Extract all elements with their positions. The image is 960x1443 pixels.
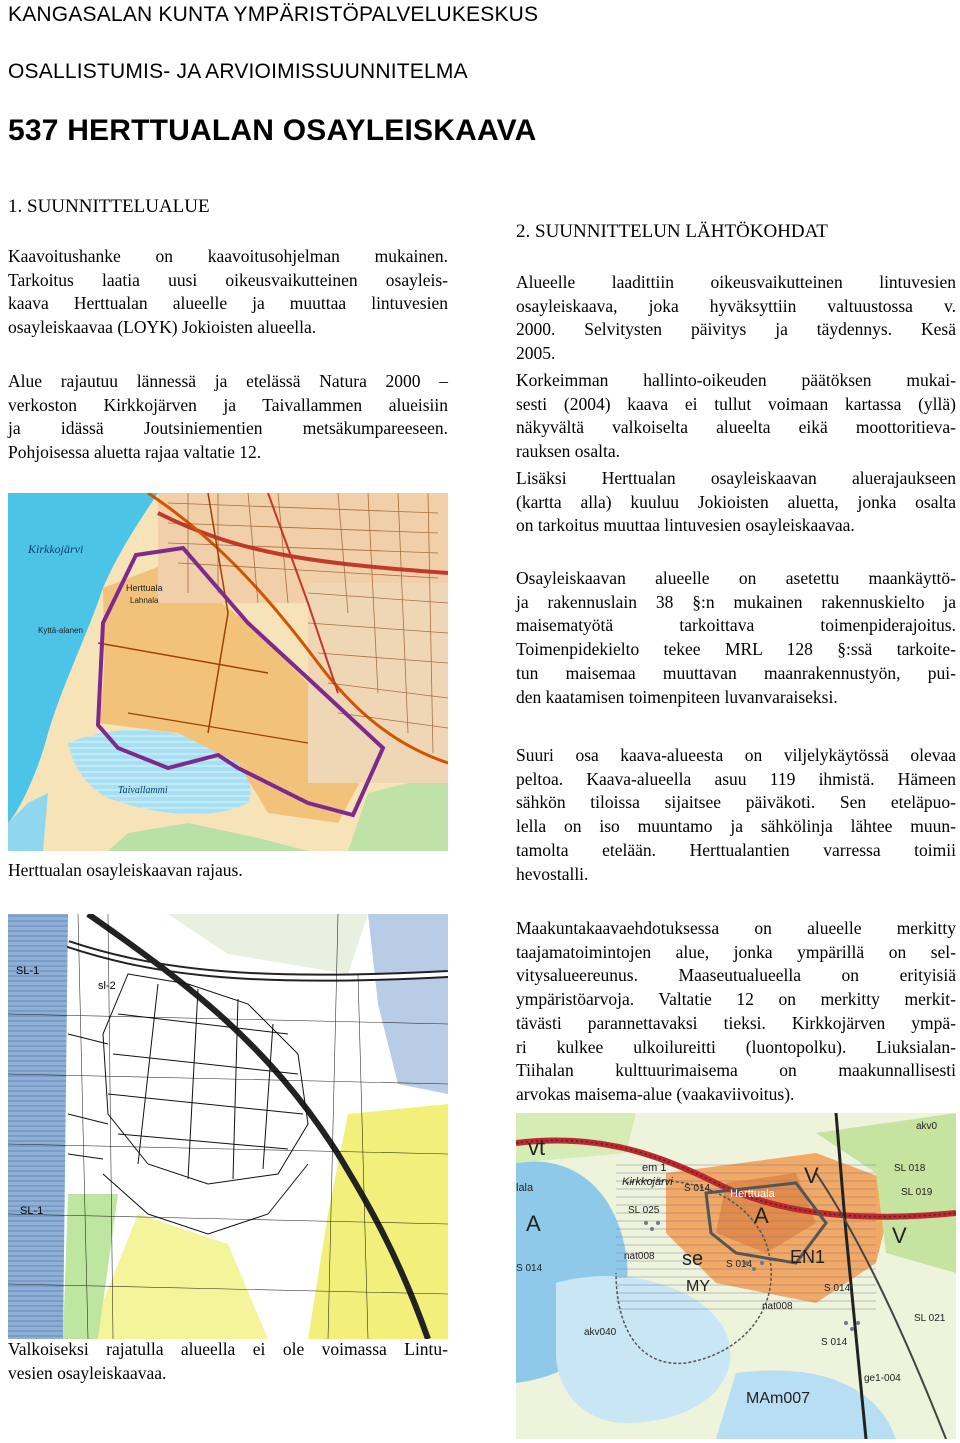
text-line: Kaavoitushanke on kaavoitusohjelman mukainen. — [8, 246, 448, 266]
plan-map — [8, 914, 448, 1339]
text-line: ympäristöarvoja. Valtatie 12 on merkitty merkit- — [516, 989, 956, 1010]
map-label: SL-1 — [16, 965, 40, 977]
section1-paragraph-2 — [8, 370, 448, 465]
text-line: 2000. Selvitysten päivitys ja täydennys. Kesä — [516, 319, 956, 340]
map-label: Herttuala — [730, 1188, 775, 1200]
text-line: tävästi parannettavaksi tieksi. Kirkkojärven ympä- — [516, 1012, 956, 1033]
map-label: S 014 — [824, 1283, 851, 1294]
map-label: SL 018 — [894, 1163, 926, 1174]
text-line: Tarkoitus laatia uusi oikeusvaikutteinen osayleis- — [8, 269, 448, 290]
text-line: Tiihalan kulttuurimaisema on maakunnallisesti — [516, 1060, 956, 1081]
section2-paragraph-5 — [516, 744, 956, 886]
section2-paragraph-4 — [516, 567, 956, 709]
text-line: Valkoiseksi rajatulla alueella ei ole voimassa Lintu- — [8, 1339, 448, 1359]
section2-heading: 2. SUUNNITTELUN LÄHTÖKOHDAT — [516, 221, 828, 242]
text-line: arvokas maisema-alue (vaakaviivoitus). — [516, 1083, 795, 1104]
map-label: SL 025 — [628, 1205, 660, 1216]
text-line: Suuri osa kaava-alueesta on viljelykäytössä olevaa — [516, 745, 956, 765]
text-line: hevostalli. — [516, 863, 589, 884]
map-label: A — [754, 1203, 769, 1228]
section1-paragraph-1 — [8, 245, 448, 340]
text-line: den kaatamisen toimenpiteen luvanvaraiseksi. — [516, 686, 838, 707]
map-label: SL 021 — [914, 1313, 946, 1324]
text-line: ja rakennuslain 38 §:n mukainen rakennuskielto ja — [516, 591, 956, 612]
map-label: vt — [528, 1135, 546, 1160]
text-line: lella on iso muuntamo ja sähkölinja lähtee muun- — [516, 816, 956, 837]
map-label: nat008 — [762, 1301, 793, 1312]
map-label: SL 019 — [901, 1187, 933, 1198]
text-line: on tarkoitus muuttaa lintuvesien osayleiskaavaa. — [516, 515, 855, 536]
text-line: peltoa. Kaava-alueella asuu 119 ihmistä. Hämeen — [516, 768, 956, 789]
map-label: SL-1 — [20, 1205, 44, 1217]
text-line: sesti (2004) kaava ei tullut voimaan kartassa (yllä) — [516, 393, 956, 414]
map-label: Kirkkojärvi — [28, 542, 84, 556]
text-line: sähkön tiloissa sijaitsee päiväkoti. Sen eteläpuo- — [516, 792, 956, 813]
map-label: MAm007 — [746, 1390, 811, 1407]
map-label: MY — [686, 1278, 710, 1295]
map-label: lala — [516, 1182, 534, 1194]
text-line: osayleiskaavaa (LOYK) Jokioisten alueella. — [8, 317, 317, 338]
map-label: se — [682, 1248, 704, 1270]
text-line: osayleiskaava, joka hyväksyttiin valtuustossa v. — [516, 295, 956, 316]
document-type: OSALLISTUMIS- JA ARVIOIMISSUUNNITELMA — [8, 60, 468, 83]
map1-caption: Herttualan osayleiskaavan rajaus. — [8, 860, 243, 880]
map-label: Kirkkojärvi — [622, 1176, 673, 1188]
map-label: A — [526, 1211, 541, 1236]
section2-paragraph-3 — [516, 467, 956, 538]
text-line: vesien osayleiskaavaa. — [8, 1362, 167, 1383]
map-label: Lahnala — [130, 596, 159, 605]
map-label: Kyttä-alanen — [38, 626, 83, 635]
text-line: Toimenpidekielto tekee MRL 128 §:ssä tarkoite- — [516, 639, 956, 660]
text-line: maisematyötä tarkoittava toimenpiderajoitus. — [516, 615, 956, 636]
department-header: KANGASALAN KUNTA YMPÄRISTÖPALVELUKESKUS — [8, 3, 539, 26]
map-label: V — [892, 1223, 907, 1248]
text-line: tamolta etelään. Herttualantien varressa toimii — [516, 839, 956, 860]
map-label: akv0 — [916, 1121, 938, 1132]
map-label: S 014 — [684, 1183, 711, 1194]
text-line: rauksen osalta. — [516, 441, 620, 462]
text-line: Pohjoisessa aluetta rajaa valtatie 12. — [8, 442, 262, 463]
text-line: ja idässä Joutsiniementien metsäkumpareeseen. — [8, 418, 448, 439]
text-line: ri kulkee ulkoilureitti (luontopolku). Liuksialan- — [516, 1036, 956, 1057]
section2-paragraph-6 — [516, 917, 956, 1107]
text-line: Alueelle laadittiin oikeusvaikutteinen lintuvesien — [516, 272, 956, 292]
map-label: nat008 — [624, 1251, 655, 1262]
section2-paragraph-1 — [516, 271, 956, 366]
map-label: S 014 — [516, 1263, 543, 1274]
text-line: (kartta alla) kuuluu Jokioisten aluetta, jonka osalta — [516, 491, 956, 512]
section2-paragraph-2 — [516, 369, 956, 464]
map-label: S 014 — [821, 1337, 848, 1348]
text-line: Osayleiskaavan alueelle on asetettu maankäyttö- — [516, 568, 956, 588]
map-label: sl-2 — [98, 980, 116, 992]
map-label: V — [804, 1163, 819, 1188]
map-label: Taivallammi — [118, 785, 168, 796]
text-line: vitysalueereunus. Maaseutualueella on erityisiä — [516, 965, 956, 986]
text-line: Alue rajautuu lännessä ja etelässä Natura 2000 – — [8, 371, 448, 391]
regional-plan-map — [516, 1113, 956, 1439]
text-line: Lisäksi Herttualan osayleiskaavan aluerajaukseen — [516, 468, 956, 488]
text-line: Korkeimman hallinto-oikeuden päätöksen mukai- — [516, 370, 956, 390]
map-label: EN1 — [790, 1247, 826, 1267]
map-label: akv040 — [584, 1327, 617, 1338]
document-title: 537 HERTTUALAN OSAYLEISKAAVA — [8, 114, 537, 147]
text-line: 2005. — [516, 343, 556, 364]
boundary-map — [8, 493, 448, 851]
text-line: näkyvältä valkoiselta alueelta eikä moottoritieva- — [516, 417, 956, 438]
text-line: kaava Herttualan alueelle ja muuttaa lintuvesien — [8, 293, 448, 314]
map-label: em 1 — [642, 1162, 667, 1174]
text-line: taajamatoimintojen alue, jonka ympärillä on sel- — [516, 941, 956, 962]
map2-caption — [8, 1338, 448, 1385]
section1-heading: 1. SUUNNITTELUALUE — [8, 196, 210, 217]
map-label: S 014 — [726, 1259, 753, 1270]
text-line: verkoston Kirkkojärven ja Taivallammen alueisiin — [8, 394, 448, 415]
map-label: ge1-004 — [864, 1373, 901, 1384]
map-label: Herttuala — [126, 583, 163, 593]
text-line: Maakuntakaavaehdotuksessa on alueelle merkitty — [516, 918, 956, 938]
text-line: tun maisemaa muuttavan maanrakennustyön, pui- — [516, 662, 956, 683]
